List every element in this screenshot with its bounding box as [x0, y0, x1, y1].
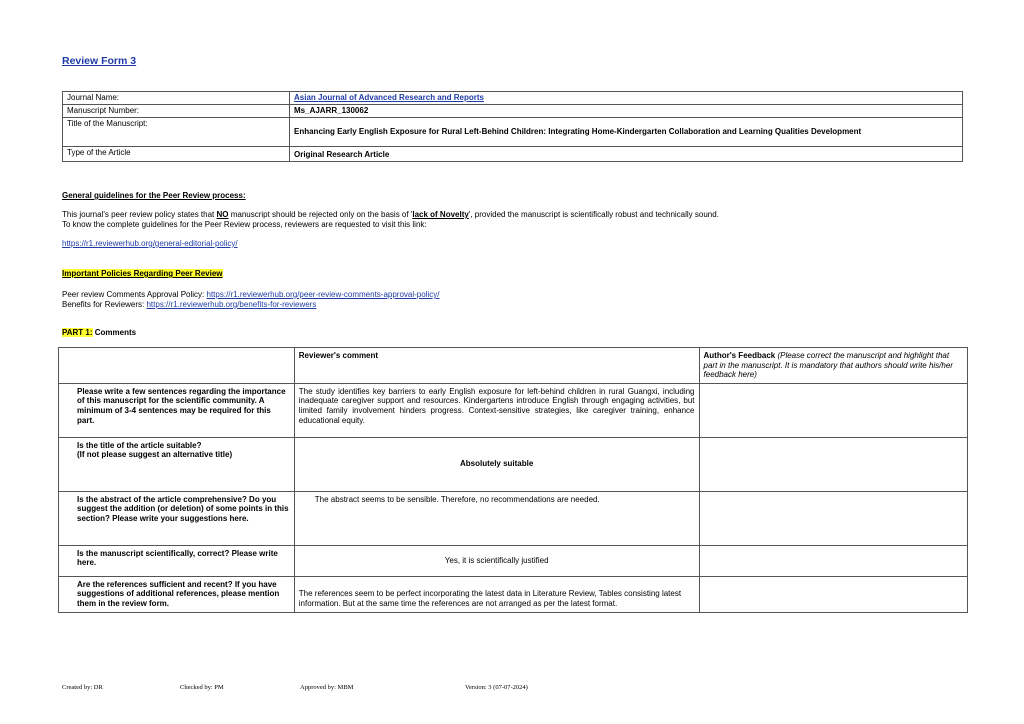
- question-scientific: Is the manuscript scientifically, correct? Please write here.: [59, 545, 295, 576]
- approval-policy-label: Peer review Comments Approval Policy:: [62, 290, 207, 299]
- part1-heading: [62, 328, 136, 339]
- comment-title[interactable]: Absolutely suitable: [294, 437, 699, 491]
- journal-row: [63, 92, 963, 105]
- author-feedback-instructions: (Please correct the manuscript and highlight that part in the manuscript. It is mandatory that authors should write his/her feedback here): [703, 351, 953, 380]
- header-reviewer-comment: Reviewer's comment: [294, 348, 699, 384]
- lack-of-novelty-emphasis: lack of Novelty: [412, 210, 469, 219]
- review-row-abstract: [59, 491, 968, 545]
- footer-version: Version: 3 (07-07-2024): [465, 684, 528, 691]
- manuscript-title-value: Enhancing Early English Exposure for Rural Left-Behind Children: Integrating Home-Kindergarten Collaboration and Learning Qualities Development: [290, 118, 963, 147]
- manuscript-number-label: Manuscript Number:: [63, 105, 290, 118]
- question-references: Are the references sufficient and recent? If you have suggestions of additional references, please mention them in the review form.: [59, 576, 295, 612]
- question-abstract: Is the abstract of the article comprehensive? Do you suggest the addition (or deletion) of some points in this section? Please write your suggestions here.: [59, 491, 295, 545]
- question-title: Is the title of the article suitable? (If not please suggest an alternative title): [59, 437, 295, 491]
- feedback-scientific[interactable]: [699, 545, 967, 576]
- article-type-value: Original Research Article: [290, 147, 963, 162]
- manuscript-info-table: [62, 91, 963, 162]
- comment-references[interactable]: The references seem to be perfect incorporating the latest data in Literature Review, Tables consisting latest information. But at the same time the references are not arranged as per the latest format.: [294, 576, 699, 612]
- part1-label: PART 1:: [62, 328, 93, 337]
- manuscript-number-row: [63, 105, 963, 118]
- benefits-label: Benefits for Reviewers:: [62, 300, 147, 309]
- editorial-policy-link[interactable]: https://r1.reviewerhub.org/general-editorial-policy/: [62, 239, 238, 248]
- guidelines-text-a: This journal's peer review policy states that: [62, 210, 217, 219]
- header-question-cell: [59, 348, 295, 384]
- form-title: Review Form 3: [62, 55, 137, 67]
- journal-name-link[interactable]: Asian Journal of Advanced Research and Reports: [290, 92, 963, 105]
- manuscript-number-value: Ms_AJARR_130062: [290, 105, 963, 118]
- manuscript-title-row: [63, 118, 963, 147]
- guidelines-text-c: ', provided the manuscript is scientifically robust and technically sound.: [468, 210, 719, 219]
- feedback-references[interactable]: [699, 576, 967, 612]
- policies-heading: Important Policies Regarding Peer Review: [62, 269, 223, 278]
- author-feedback-title: Author's Feedback: [703, 351, 776, 360]
- comment-abstract[interactable]: The abstract seems to be sensible. Therefore, no recommendations are needed.: [294, 491, 699, 545]
- footer-created-by: Created by: DR: [62, 684, 103, 691]
- manuscript-title-label: Title of the Manuscript:: [63, 118, 290, 147]
- guidelines-paragraph: [62, 210, 962, 221]
- journal-label: Journal Name:: [63, 92, 290, 105]
- comment-scientific[interactable]: Yes, it is scientifically justified: [294, 545, 699, 576]
- footer-checked-by: Checked by: PM: [180, 684, 224, 691]
- review-header-row: [59, 348, 968, 384]
- review-row-title: [59, 437, 968, 491]
- footer-approved-by: Approved by: MBM: [300, 684, 354, 691]
- review-row-scientific: [59, 545, 968, 576]
- guidelines-text-b: manuscript should be rejected only on the basis of ': [228, 210, 413, 219]
- feedback-title[interactable]: [699, 437, 967, 491]
- approval-policy-line: [62, 290, 439, 301]
- review-comments-table: [58, 347, 968, 613]
- benefits-link[interactable]: https://r1.reviewerhub.org/benefits-for-reviewers: [146, 300, 317, 309]
- benefits-line: [62, 300, 316, 311]
- guidelines-heading: General guidelines for the Peer Review process:: [62, 191, 246, 200]
- question-importance: Please write a few sentences regarding the importance of this manuscript for the scientific community. A minimum of 3-4 sentences may be required for this part.: [59, 383, 295, 437]
- feedback-importance[interactable]: [699, 383, 967, 437]
- review-row-importance: [59, 383, 968, 437]
- header-author-feedback: [699, 348, 967, 384]
- approval-policy-link[interactable]: https://r1.reviewerhub.org/peer-review-comments-approval-policy/: [206, 290, 440, 299]
- part1-title: Comments: [92, 328, 137, 337]
- review-row-references: [59, 576, 968, 612]
- guidelines-visit-text: To know the complete guidelines for the Peer Review process, reviewers are requested to visit this link:: [62, 220, 427, 229]
- article-type-label: Type of the Article: [63, 147, 290, 162]
- feedback-abstract[interactable]: [699, 491, 967, 545]
- no-emphasis: NO: [216, 210, 229, 219]
- comment-importance[interactable]: The study identifies key barriers to early English exposure for left-behind children in rural Guangxi, including inadequate caregiver support and resources. Kindergartens introduce English through engaging activities, but limited family involvement hinders progress. Context-sensitive strategies, like caregiver training, enhance educational equity.: [294, 383, 699, 437]
- article-type-row: [63, 147, 963, 162]
